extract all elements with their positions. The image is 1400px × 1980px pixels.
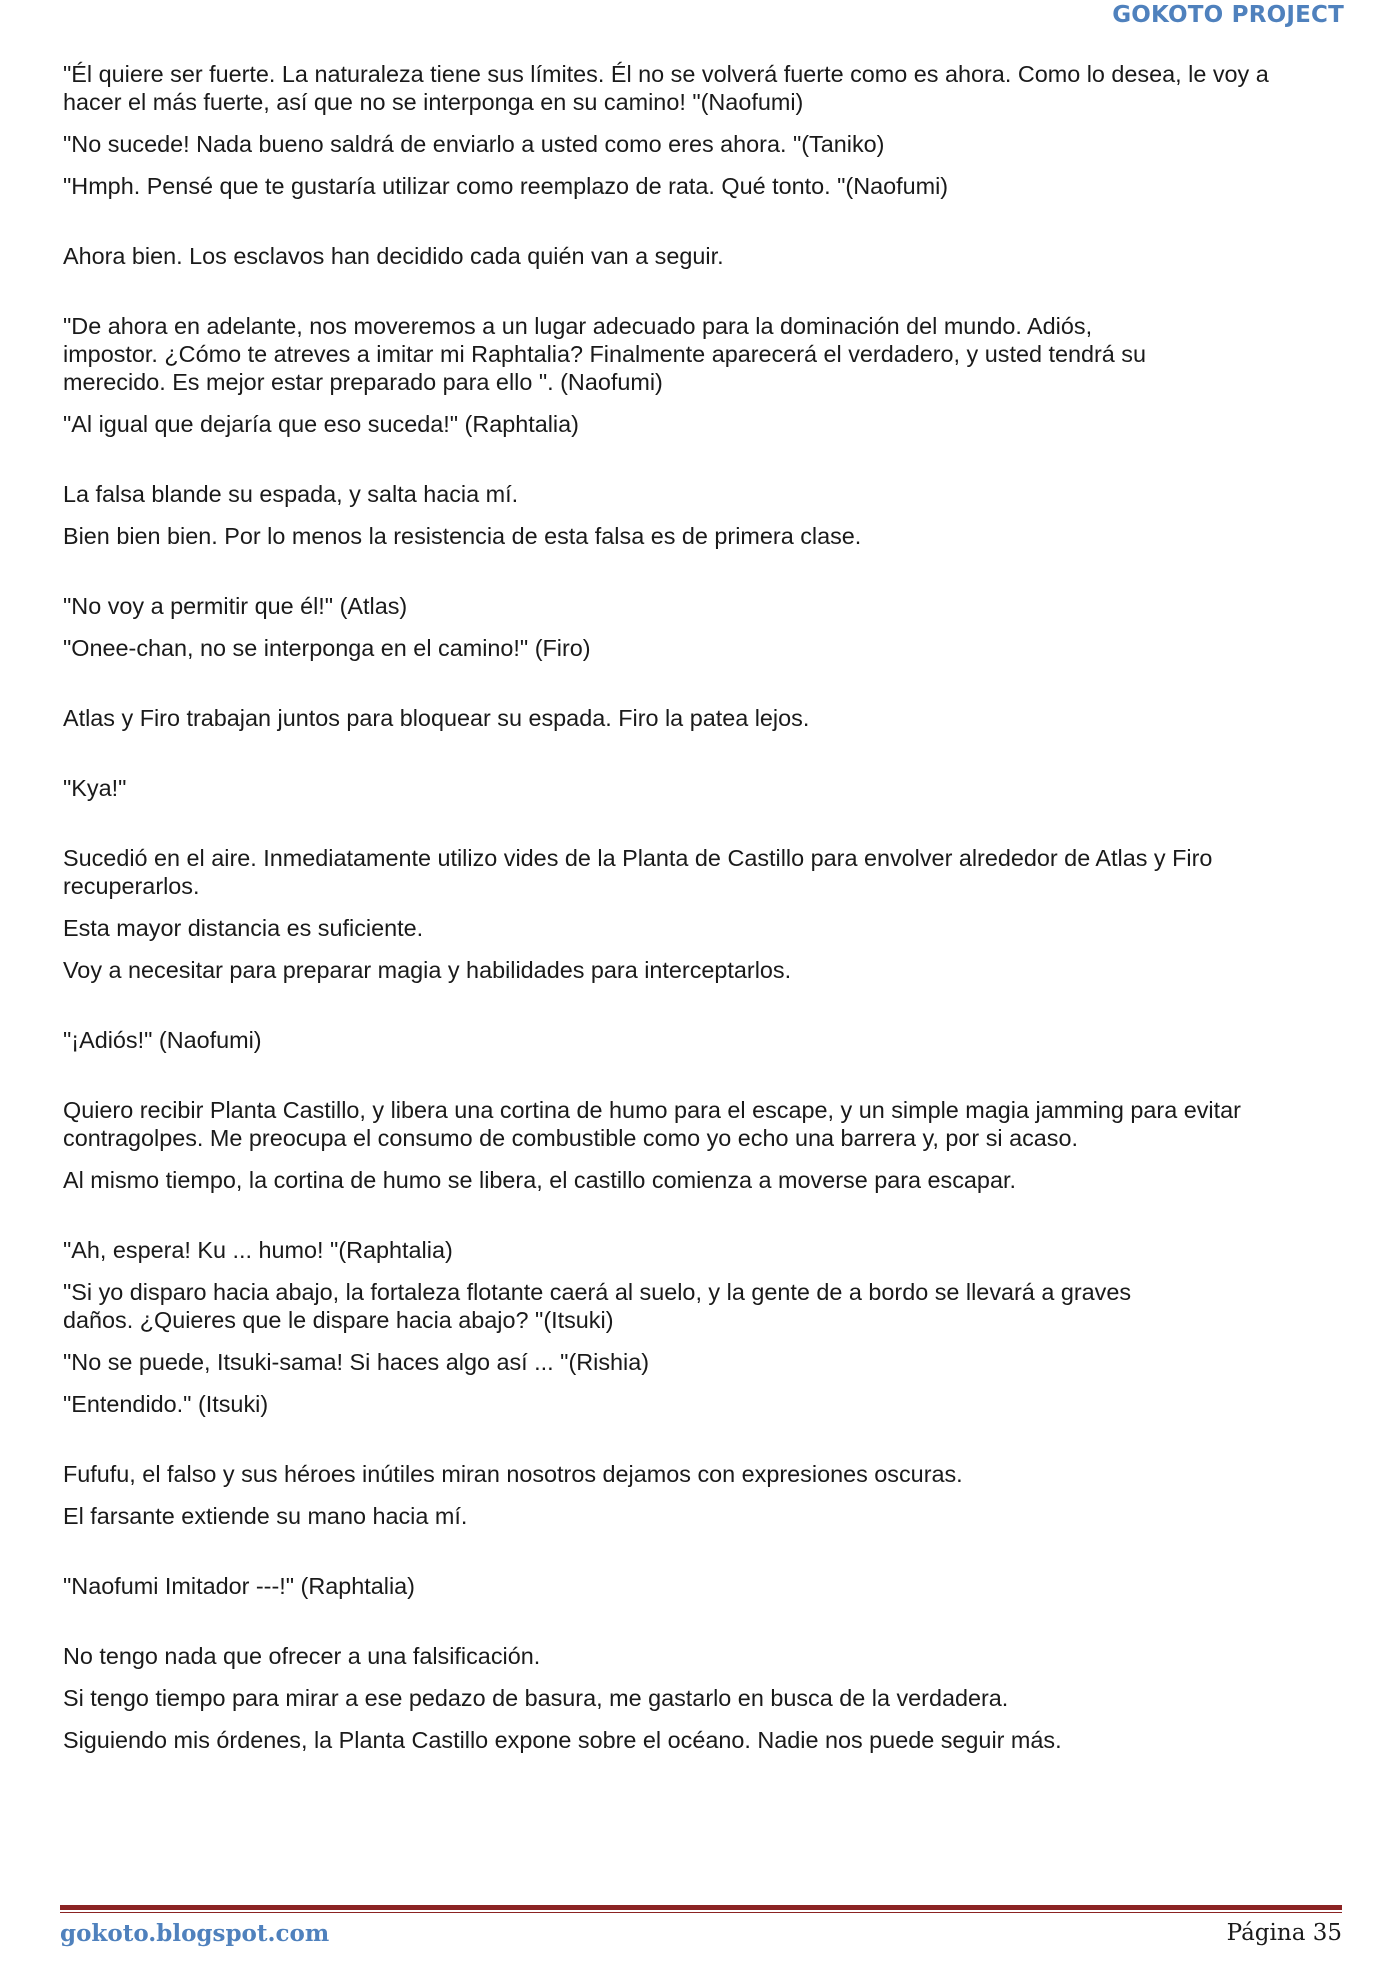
paragraph: Atlas y Firo trabajan juntos para bloquear su espada. Firo la patea lejos. xyxy=(63,705,810,731)
paragraph: "Al igual que dejaría que eso suceda!" (Raphtalia) xyxy=(63,411,579,437)
footer-divider xyxy=(60,1905,1342,1913)
page-number: Página 35 xyxy=(1226,1920,1342,1946)
footer-blog-link[interactable]: gokoto.blogspot.com xyxy=(60,1920,330,1947)
paragraph: Esta mayor distancia es suficiente. xyxy=(63,915,424,941)
paragraph: Al mismo tiempo, la cortina de humo se libera, el castillo comienza a moverse para escapar. xyxy=(63,1167,1016,1193)
paragraph: Voy a necesitar para preparar magia y habilidades para interceptarlos. xyxy=(63,957,792,983)
paragraph: Si tengo tiempo para mirar a ese pedazo de basura, me gastarlo en busca de la verdadera. xyxy=(63,1685,1009,1711)
paragraph: Sucedió en el aire. Inmediatamente utilizo vides de la Planta de Castillo para envolver alrededor de Atlas y Firo recuperarlos. xyxy=(63,845,1213,899)
paragraph: Bien bien bien. Por lo menos la resistencia de esta falsa es de primera clase. xyxy=(63,523,862,549)
paragraph: "Kya!" xyxy=(63,775,127,801)
paragraph: "No se puede, Itsuki-sama! Si haces algo así ... "(Rishia) xyxy=(63,1349,650,1375)
paragraph: "Onee-chan, no se interponga en el camino!" (Firo) xyxy=(63,635,591,661)
paragraph: "No voy a permitir que él!" (Atlas) xyxy=(63,593,408,619)
paragraph: "Ah, espera! Ku ... humo! "(Raphtalia) xyxy=(63,1237,453,1263)
paragraph: "Naofumi Imitador ---!" (Raphtalia) xyxy=(63,1573,415,1599)
paragraph: "De ahora en adelante, nos moveremos a un lugar adecuado para la dominación del mundo. Adiós, impostor. ¿Cómo te atreves a imitar mi Raphtalia? Finalmente aparecerá el verdadero, y usted tendrá su merecido. Es mejor estar preparado para ello ". (Naofumi) xyxy=(63,313,1146,395)
paragraph: Ahora bien. Los esclavos han decidido cada quién van a seguir. xyxy=(63,243,724,269)
paragraph: Siguiendo mis órdenes, la Planta Castillo expone sobre el océano. Nadie nos puede seguir más. xyxy=(63,1727,1062,1753)
paragraph: "Entendido." (Itsuki) xyxy=(63,1391,269,1417)
paragraph: La falsa blande su espada, y salta hacia mí. xyxy=(63,481,519,507)
paragraph: El farsante extiende su mano hacia mí. xyxy=(63,1503,468,1529)
footer-divider-thin xyxy=(60,1912,1342,1913)
paragraph: "No sucede! Nada bueno saldrá de enviarlo a usted como eres ahora. "(Taniko) xyxy=(63,131,885,157)
paragraph: "Si yo disparo hacia abajo, la fortaleza flotante caerá al suelo, y la gente de a bordo se llevará a graves daños. ¿Quieres que le dispare hacia abajo? "(Itsuki) xyxy=(63,1279,1132,1333)
footer-divider-thick xyxy=(60,1905,1342,1910)
page-body xyxy=(63,60,1353,1754)
paragraph: "Él quiere ser fuerte. La naturaleza tiene sus límites. Él no se volverá fuerte como es ahora. Como lo desea, le voy a hacer el más fuerte, así que no se interponga en su camino! "(Naofumi) xyxy=(63,61,1269,115)
paragraph: Fufufu, el falso y sus héroes inútiles miran nosotros dejamos con expresiones oscuras. xyxy=(63,1461,963,1487)
header-title: GOKOTO PROJECT xyxy=(1112,2,1344,28)
paragraph: "¡Adiós!" (Naofumi) xyxy=(63,1027,262,1053)
paragraph: "Hmph. Pensé que te gustaría utilizar como reemplazo de rata. Qué tonto. "(Naofumi) xyxy=(63,173,949,199)
paragraph: Quiero recibir Planta Castillo, y libera una cortina de humo para el escape, y un simple magia jamming para evitar contragolpes. Me preocupa el consumo de combustible como yo echo una barrera y, por si acaso. xyxy=(63,1097,1241,1151)
paragraph: No tengo nada que ofrecer a una falsificación. xyxy=(63,1643,541,1669)
